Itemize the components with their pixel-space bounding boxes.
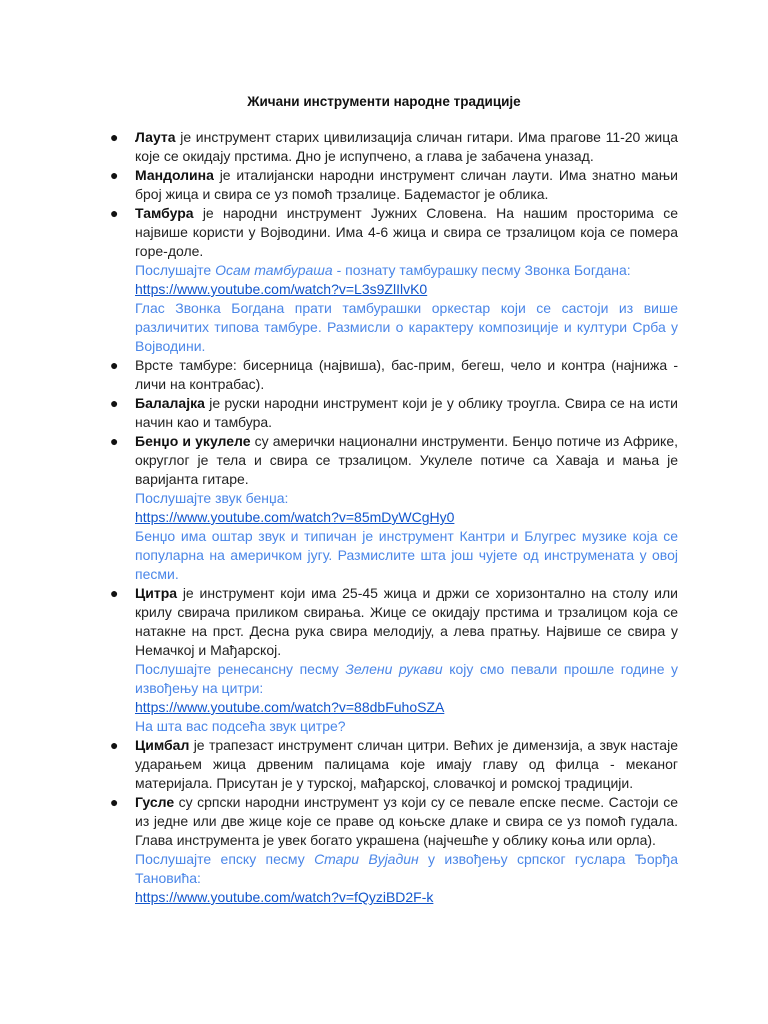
instrument-name: Бенџо и укулеле — [135, 433, 251, 449]
bullet-icon: ● — [110, 794, 119, 810]
song-title: Стари Вујадин — [314, 851, 419, 867]
instrument-name: Балалајка — [135, 395, 205, 411]
list-item-bendzo-ukulele: ● Бенџо и укулеле су амерички национални инструменти. Бенџо потиче из Африке, округлог је тела и свира се трзалицом. Укулеле потиче са Хаваја и мања је варијанта гитаре. Послушајте звук бенџа: https://www.youtube.com/watch?v=85mDyWCgHy0 Бенџо има оштар звук и типичан је инструмент Кантри и Блугрес музике која се популарна на америчком југу. Размислите шта још чујете од инструмената у овој песми. — [110, 433, 679, 582]
bullet-icon: ● — [110, 433, 119, 449]
list-item-tambura: ● Тамбура је народни инструмент Јужних Словена. На нашим просторима се највише користи у Војводини. Има 4-6 жица и свира се трзалицом која се помера горе-доле. Послушајте Осам тамбураша - познату тамбурашку песму Звонка Богдана: https://www.youtube.com/watch?v=L3s9ZlIlvK0 Глас Звонка Богдана прати тамбурашки оркестар који се састоји из више различитих типова тамбуре. Размисли о карактеру композиције и култури Срба у Војводини. — [110, 205, 678, 354]
youtube-link-gusle[interactable]: https://www.youtube.com/watch?v=fQyziBD2F-k — [135, 889, 434, 905]
instrument-name: Тамбура — [135, 205, 194, 221]
listen-prompt: Послушајте епску песму Стари Вујадин у извођењу српског гуслара Ђорђа — [135, 851, 679, 867]
listen-prompt: Послушајте Осам тамбураша - познату тамбурашку песму Звонка Богдана: — [135, 262, 631, 278]
list-item-balalajka: ● Балалајка је руски народни инструмент који је у облику троугла. Свира се на исти начин као и тамбура. — [110, 395, 678, 430]
instrument-list — [110, 128, 679, 907]
list-item-gusle: ● Гусле су српски народни инструмент уз који су се певале епске песме. Састоји се из једне или две жице које се праве од коњске длаке и свира се уз помоћ гудала. Глава инструмента је увек богато украшена (најчешће у облику коња или орла). Послушајте епску песму Стари Вујадин у извођењу српског гуслара Ђорђа Тановића: https://www.youtube.com/watch?v=fQyziBD2F-k — [110, 794, 679, 905]
list-item-lauta: ● Лаута је инструмент старих цивилизација сличан гитари. Има прагове 11-20 жица које се окидају прстима. Дно је испупчено, а глава је забачена уназад. — [110, 129, 678, 164]
listening-note: Бенџо има оштар звук и типичан је инструмент Кантри и Блугрес музике која се — [135, 528, 678, 544]
song-title: Осам тамбураша — [215, 262, 333, 278]
bullet-icon: ● — [110, 205, 119, 221]
bullet-icon: ● — [110, 737, 119, 753]
bullet-icon: ● — [110, 167, 119, 183]
bullet-icon: ● — [110, 395, 119, 411]
list-item-tambura-types: ● Врсте тамбуре: бисерница (највиша), бас-прим, бегеш, чело и контра (најнижа - личи на контрабас). — [110, 357, 678, 392]
youtube-link-bendzo[interactable]: https://www.youtube.com/watch?v=85mDyWCgHy0 — [135, 509, 455, 525]
listening-question: На шта вас подсећа звук цитре? — [135, 718, 346, 734]
bullet-icon: ● — [110, 129, 119, 145]
page-title: Жичани инструменти народне традиције — [247, 94, 521, 109]
list-item-citra: ● Цитра је инструмент који има 25-45 жица и држи се хоризонтално на столу или крилу свирача приликом свирања. Жице се окидају прстима и трзалицом која се натакне на прст. Десна рука свира мелодију, а лева пратњу. Највише се свира у Немачкој и Мађарској. Послушајте ренесансну песму Зелени рукави коју смо певали прошле године у извођењу на цитри: https://www.youtube.com/watch?v=88dbFuhoSZA На шта вас подсећа звук цитре? — [110, 585, 679, 734]
song-title: Зелени рукави — [345, 661, 443, 677]
listen-prompt: Послушајте ренесансну песму Зелени рукави коју смо певали прошле године у — [135, 661, 679, 677]
bullet-icon: ● — [110, 585, 119, 601]
instrument-name: Цитра — [135, 585, 178, 601]
listen-prompt: Послушајте звук бенџа: — [135, 490, 289, 506]
list-item-cimbal: ● Цимбал је трапезаст инструмент сличан цитри. Већих је димензија, а звук настаје ударањем жица дрвеним палицама које имају главу од филца - меканог материјала. Присутан је у турској, мађарској, словачкој и ромској традицији. — [110, 737, 678, 791]
bullet-icon: ● — [110, 357, 119, 373]
listening-note: Глас Звонка Богдана прати тамбурашки оркестар који се састоји из више — [135, 300, 678, 316]
instrument-name: Мандолина — [135, 167, 214, 183]
instrument-name: Цимбал — [135, 737, 190, 753]
instrument-name: Гусле — [135, 794, 175, 810]
instrument-name: Лаута — [135, 129, 176, 145]
list-item-mandolina: ● Мандолина је италијански народни инструмент сличан лаути. Има знатно мањи број жица и свира се уз помоћ трзалице. Бадемастог је облика. — [110, 167, 678, 202]
youtube-link-citra[interactable]: https://www.youtube.com/watch?v=88dbFuhoSZA — [135, 699, 445, 715]
youtube-link-tambura[interactable]: https://www.youtube.com/watch?v=L3s9ZlIlvK0 — [135, 281, 428, 297]
